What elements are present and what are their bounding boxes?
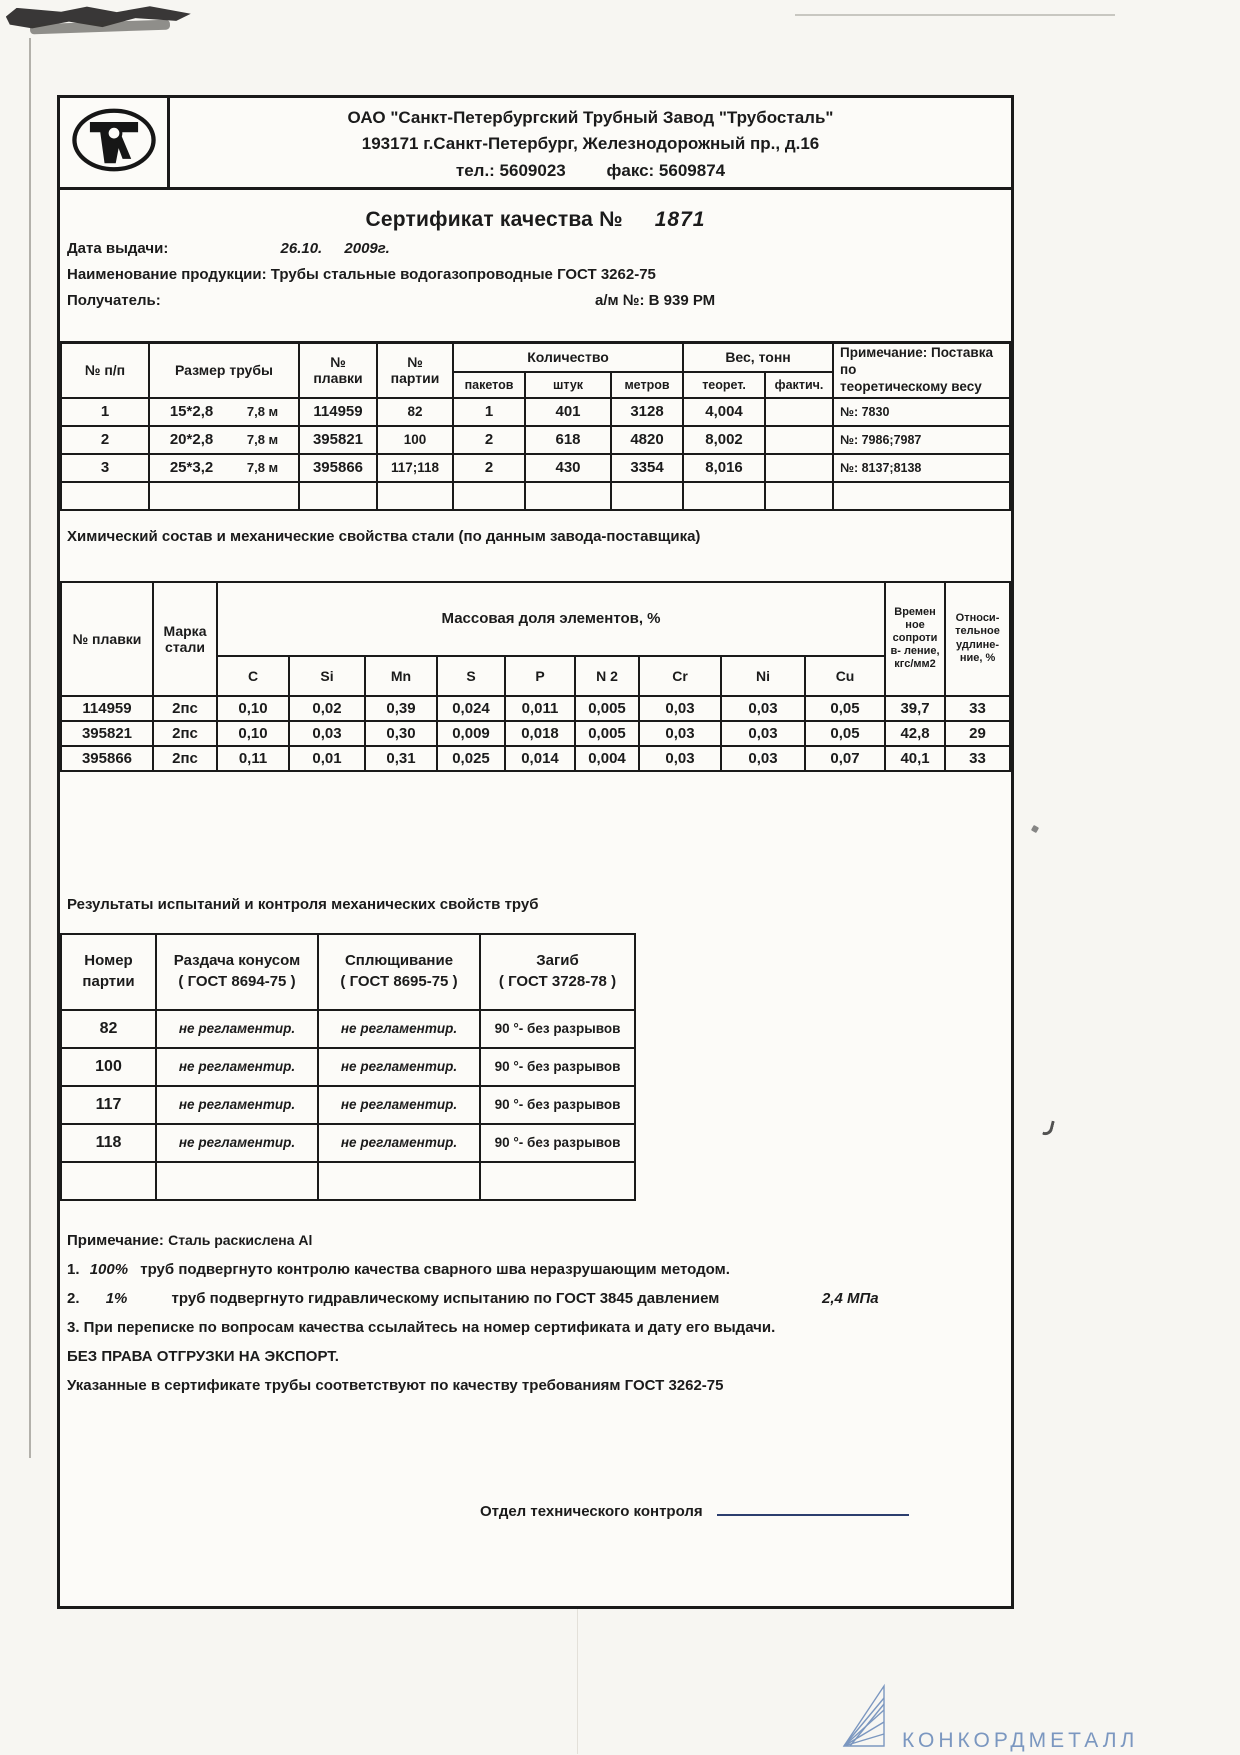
cell-N2: 0,005: [575, 696, 639, 721]
col-header-note: [833, 343, 1010, 398]
product-value: Трубы стальные водогазопроводные ГОСТ 3262-75: [270, 266, 656, 283]
col-header-grade: Марка стали: [153, 582, 217, 696]
note-conformity: Указанные в сертификате трубы соответствуют по качеству требованиям ГОСТ 3262-75: [67, 1376, 724, 1394]
cell-flatten: не регламентир.: [318, 1124, 480, 1162]
pipes-row: [61, 454, 1010, 482]
cell-empty: [299, 482, 377, 510]
col-header-element-Cu: Cu: [805, 656, 885, 696]
cell-strength: 42,8: [885, 721, 945, 746]
col-header-pieces: штук: [525, 372, 611, 398]
cell-empty: [156, 1162, 318, 1200]
cell-packs: 1: [453, 398, 525, 426]
chem-row: [61, 696, 1010, 721]
cell-empty: [318, 1162, 480, 1200]
note-item-2-num: 2.: [67, 1289, 80, 1307]
cell-Cr: 0,03: [639, 696, 721, 721]
tests-row: [61, 1086, 635, 1124]
note-item-1: [67, 1260, 1011, 1279]
cell-note: №: 7830: [833, 398, 1010, 426]
qc-label: Отдел технического контроля: [480, 1502, 703, 1520]
tests-section-title: Результаты испытаний и контроля механических свойств труб: [67, 895, 539, 913]
product-row: [67, 265, 1004, 284]
col-header-flatten-name: Сплющивание: [344, 952, 454, 970]
cell-bend: 90 °- без разрывов: [480, 1048, 635, 1086]
cell-strength: 40,1: [885, 746, 945, 771]
chem-section-title: Химический состав и механические свойства стали (по данным завода-поставщика): [67, 527, 701, 545]
cell-empty: [61, 482, 149, 510]
cell-meters: 4820: [611, 426, 683, 454]
cell-empty: [453, 482, 525, 510]
cell-grade: 2пс: [153, 696, 217, 721]
cell-num: 3: [61, 454, 149, 482]
chem-row: [61, 721, 1010, 746]
col-header-batch: Номер партии: [61, 934, 156, 1010]
cell-melt: 114959: [299, 398, 377, 426]
cell-Mn: 0,39: [365, 696, 437, 721]
cell-Mn: 0,30: [365, 721, 437, 746]
cell-empty: [611, 482, 683, 510]
col-header-meters: метров: [611, 372, 683, 398]
cell-packs: 2: [453, 454, 525, 482]
col-header-packs: пакетов: [453, 372, 525, 398]
issue-date-row: [67, 239, 1004, 258]
issue-date-label: Дата выдачи:: [67, 240, 169, 257]
note-item-2: [67, 1289, 1011, 1308]
col-header-bend: [480, 934, 635, 1010]
cell-empty: [525, 482, 611, 510]
col-header-elongation: Относи- тельное удлине- ние, %: [945, 582, 1010, 696]
scan-mark: [1031, 825, 1039, 833]
cell-pieces: 618: [525, 426, 611, 454]
cell-P: 0,018: [505, 721, 575, 746]
col-header-melt: [299, 343, 377, 398]
col-header-batch-line2: партии: [390, 370, 440, 387]
cell-pieces: 401: [525, 398, 611, 426]
cell-elongation: 29: [945, 721, 1010, 746]
size-value: 20*2,8: [169, 431, 214, 449]
cell-flatten: не регламентир.: [318, 1010, 480, 1048]
tests-row: [61, 1010, 635, 1048]
certificate-number: 1871: [654, 208, 706, 231]
cell-size: [149, 426, 299, 454]
cell-cone: не регламентир.: [156, 1010, 318, 1048]
cell-Ni: 0,03: [721, 721, 805, 746]
col-header-cone: [156, 934, 318, 1010]
cell-C: 0,10: [217, 696, 289, 721]
cell-batch: 100: [377, 426, 453, 454]
cell-num: 2: [61, 426, 149, 454]
cell-bend: 90 °- без разрывов: [480, 1010, 635, 1048]
col-header-melt: № плавки: [61, 582, 153, 696]
col-header-element-N2: N 2: [575, 656, 639, 696]
cell-melt: 395821: [61, 721, 153, 746]
cell-batch: 118: [61, 1124, 156, 1162]
cell-Si: 0,02: [289, 696, 365, 721]
watermark-text: КОНКОРДМЕТАЛЛ: [902, 1729, 1139, 1752]
cell-empty: [377, 482, 453, 510]
cell-P: 0,014: [505, 746, 575, 771]
cell-P: 0,011: [505, 696, 575, 721]
cell-N2: 0,004: [575, 746, 639, 771]
konkordmetall-watermark: [840, 1682, 1138, 1755]
certificate-document: [57, 95, 1014, 1609]
cell-fact: [765, 398, 833, 426]
vehicle-number: а/м №: В 939 РМ: [595, 292, 716, 309]
note-item-1-num: 1.: [67, 1260, 80, 1278]
col-header-cone-gost: ( ГОСТ 8694-75 ): [178, 972, 296, 990]
cell-N2: 0,005: [575, 721, 639, 746]
col-header-element-P: P: [505, 656, 575, 696]
certificate-fields: [60, 239, 1011, 310]
cell-elongation: 33: [945, 746, 1010, 771]
note-deoxidized-text: Сталь раскислена Al: [168, 1231, 313, 1248]
cell-pieces: 430: [525, 454, 611, 482]
receiver-row: [67, 291, 1004, 310]
tests-row-empty: [61, 1162, 635, 1200]
col-header-size: Размер трубы: [149, 343, 299, 398]
note-deoxidized: [67, 1231, 1011, 1250]
cell-melt: 395866: [61, 746, 153, 771]
company-name: ОАО "Санкт-Петербургский Трубный Завод "Трубосталь": [347, 108, 834, 127]
cell-empty: [765, 482, 833, 510]
scan-mark: [1042, 1119, 1055, 1137]
cell-size: [149, 454, 299, 482]
cell-empty: [480, 1162, 635, 1200]
pipes-row: [61, 398, 1010, 426]
cell-batch: 82: [61, 1010, 156, 1048]
company-address: 193171 г.Санкт-Петербург, Железнодорожный пр., д.16: [361, 134, 820, 154]
col-header-strength: Времен ное сопроти в- ление, кгс/мм2: [885, 582, 945, 696]
col-header-melt-line2: плавки: [313, 370, 363, 387]
cell-bend: 90 °- без разрывов: [480, 1086, 635, 1124]
pipes-row-empty: [61, 482, 1010, 510]
company-fax: факс: 5609874: [606, 160, 726, 180]
note-item-2-pct: 1%: [105, 1289, 128, 1307]
cell-strength: 39,7: [885, 696, 945, 721]
cell-batch: 82: [377, 398, 453, 426]
issue-date-value: 26.10.: [280, 240, 323, 257]
note-no-export: БЕЗ ПРАВА ОТГРУЗКИ НА ЭКСПОРТ.: [67, 1347, 339, 1365]
company-logo-cell: [60, 98, 170, 187]
issue-year-value: 2009г.: [344, 240, 390, 257]
col-header-element-C: C: [217, 656, 289, 696]
receiver-label: Получатель:: [67, 292, 161, 309]
note-item-1-pct: 100%: [89, 1260, 129, 1278]
length-value: 7,8 м: [246, 404, 279, 420]
tests-row: [61, 1124, 635, 1162]
qc-signature-row: [480, 1503, 1011, 1520]
col-header-quantity-group: Количество: [453, 343, 683, 372]
tests-table: [60, 933, 636, 1201]
cell-theor: 8,002: [683, 426, 765, 454]
cell-Si: 0,03: [289, 721, 365, 746]
col-header-num: № п/п: [61, 343, 149, 398]
cell-S: 0,024: [437, 696, 505, 721]
cell-empty: [833, 482, 1010, 510]
cell-empty: [61, 1162, 156, 1200]
cell-S: 0,009: [437, 721, 505, 746]
col-header-note-line1: Примечание: Поставка по: [840, 345, 993, 377]
size-value: 15*2,8: [169, 403, 214, 421]
trubostal-logo-icon: [71, 107, 157, 178]
cell-empty: [683, 482, 765, 510]
note-item-3: 3. При переписке по вопросам качества ссылайтесь на номер сертификата и дату его выдачи.: [67, 1318, 776, 1336]
notes-block: [67, 1231, 1011, 1395]
cell-grade: 2пс: [153, 746, 217, 771]
sail-logo-icon: [840, 1682, 888, 1755]
cell-batch: 117: [61, 1086, 156, 1124]
cell-Si: 0,01: [289, 746, 365, 771]
col-header-element-Si: Si: [289, 656, 365, 696]
cell-note: №: 7986;7987: [833, 426, 1010, 454]
cell-Ni: 0,03: [721, 746, 805, 771]
cell-C: 0,10: [217, 721, 289, 746]
length-value: 7,8 м: [246, 460, 279, 476]
product-label: Наименование продукции:: [67, 266, 267, 283]
cell-Cu: 0,05: [805, 721, 885, 746]
col-header-fact: фактич.: [765, 372, 833, 398]
certificate-title-row: [60, 208, 1011, 232]
cell-C: 0,11: [217, 746, 289, 771]
col-header-bend-gost: ( ГОСТ 3728-78 ): [498, 972, 617, 990]
pipes-row: [61, 426, 1010, 454]
cell-elongation: 33: [945, 696, 1010, 721]
cell-flatten: не регламентир.: [318, 1086, 480, 1124]
cell-batch: 100: [61, 1048, 156, 1086]
cell-grade: 2пс: [153, 721, 217, 746]
cell-melt: 395821: [299, 426, 377, 454]
company-phone: тел.: 5609023: [455, 160, 566, 180]
col-header-weight-group: Вес, тонн: [683, 343, 833, 372]
col-header-cone-name: Раздача конусом: [173, 952, 301, 970]
col-header-flatten-gost: ( ГОСТ 8695-75 ): [340, 972, 458, 990]
signature-line: [717, 1514, 909, 1516]
cell-fact: [765, 454, 833, 482]
scan-edge-line-top: [795, 14, 1115, 16]
cell-cone: не регламентир.: [156, 1086, 318, 1124]
note-item-2-text: труб подвергнуто гидравлическому испытанию по ГОСТ 3845 давлением: [171, 1289, 720, 1307]
cell-theor: 4,004: [683, 398, 765, 426]
cell-theor: 8,016: [683, 454, 765, 482]
cell-num: 1: [61, 398, 149, 426]
col-header-flatten: [318, 934, 480, 1010]
length-value: 7,8 м: [246, 432, 279, 448]
cell-melt: 114959: [61, 696, 153, 721]
col-header-mass-group: Массовая доля элементов, %: [217, 582, 885, 656]
cell-flatten: не регламентир.: [318, 1048, 480, 1086]
cell-Mn: 0,31: [365, 746, 437, 771]
col-header-element-Mn: Mn: [365, 656, 437, 696]
cell-empty: [149, 482, 299, 510]
col-header-element-S: S: [437, 656, 505, 696]
cell-Cr: 0,03: [639, 721, 721, 746]
cell-cone: не регламентир.: [156, 1124, 318, 1162]
cell-meters: 3128: [611, 398, 683, 426]
cell-meters: 3354: [611, 454, 683, 482]
cell-Ni: 0,03: [721, 696, 805, 721]
cell-Cu: 0,05: [805, 696, 885, 721]
note-item-2-pressure: 2,4 МПа: [822, 1289, 879, 1307]
certificate-title: Сертификат качества №: [365, 208, 623, 231]
chem-table: [60, 581, 1011, 772]
cell-bend: 90 °- без разрывов: [480, 1124, 635, 1162]
col-header-melt-line1: №: [330, 354, 346, 371]
col-header-batch-line1: №: [407, 354, 423, 371]
company-contacts: [170, 158, 1011, 184]
col-header-bend-name: Загиб: [536, 952, 579, 970]
col-header-batch: [377, 343, 453, 398]
col-header-element-Cr: Cr: [639, 656, 721, 696]
document-header: [60, 98, 1011, 190]
company-header-text: [170, 98, 1011, 187]
cell-batch: 117;118: [377, 454, 453, 482]
size-value: 25*3,2: [169, 459, 214, 477]
cell-note: №: 8137;8138: [833, 454, 1010, 482]
note-item-1-text: труб подвергнуто контролю качества сварного шва неразрушающим методом.: [140, 1260, 730, 1278]
cell-S: 0,025: [437, 746, 505, 771]
note-label: Примечание:: [67, 1231, 164, 1249]
tests-row: [61, 1048, 635, 1086]
cell-Cu: 0,07: [805, 746, 885, 771]
chem-row: [61, 746, 1010, 771]
col-header-note-line2: теоретическому весу: [840, 378, 982, 394]
scan-edge-line: [29, 38, 31, 1458]
col-header-theor: теорет.: [683, 372, 765, 398]
cell-cone: не регламентир.: [156, 1048, 318, 1086]
pipes-table: [60, 341, 1011, 511]
cell-fact: [765, 426, 833, 454]
cell-packs: 2: [453, 426, 525, 454]
col-header-element-Ni: Ni: [721, 656, 805, 696]
cell-size: [149, 398, 299, 426]
cell-Cr: 0,03: [639, 746, 721, 771]
cell-melt: 395866: [299, 454, 377, 482]
